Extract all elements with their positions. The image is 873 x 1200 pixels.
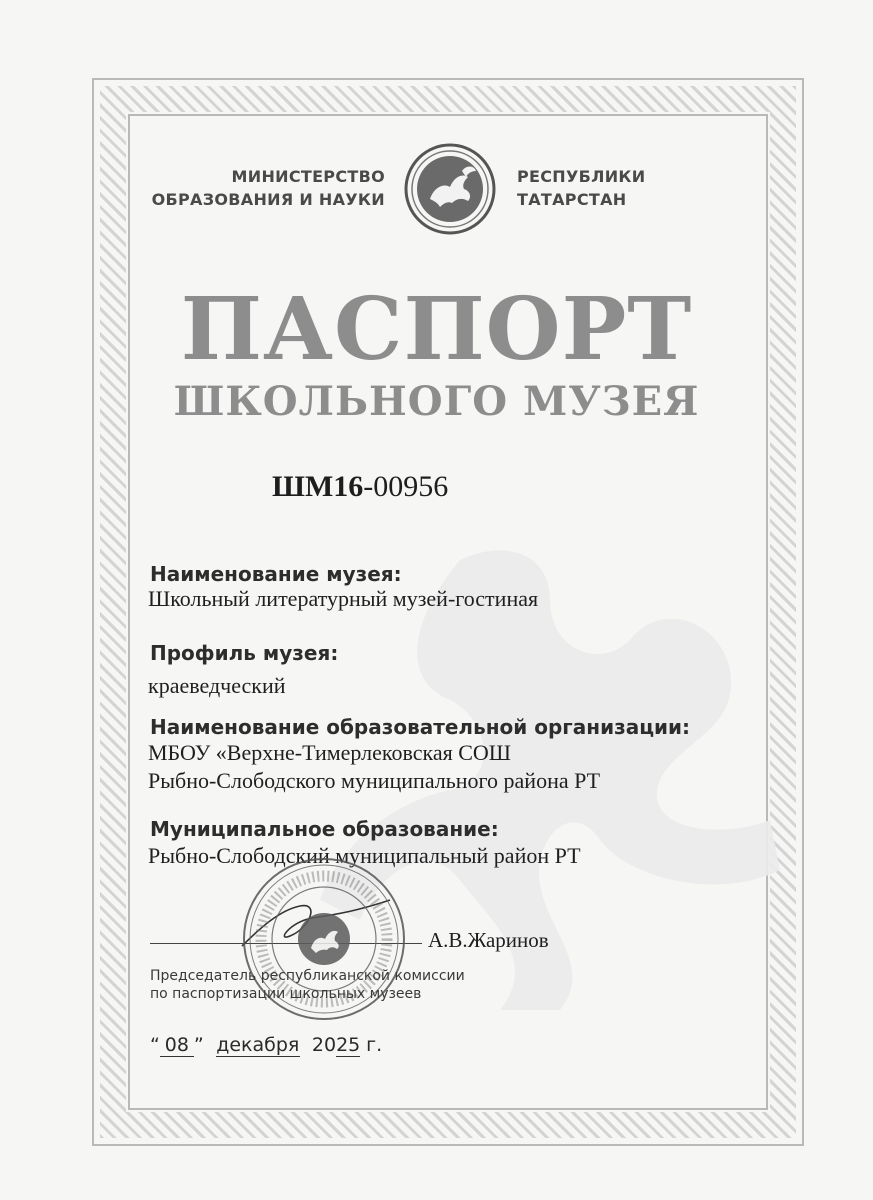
municipality-value: Рыбно-Слободский муниципальный район РТ: [148, 843, 581, 868]
date-suffix: г.: [366, 1034, 383, 1056]
ministry-title-left: [150, 165, 385, 211]
document-title: ПАСПОРТ: [180, 279, 693, 380]
signer-role: [150, 967, 550, 1003]
museum-name-value: Школьный литературный музей-гостиная: [148, 586, 539, 611]
republic-line-1: РЕСПУБЛИКИ: [517, 167, 646, 186]
date-year-prefix: 20: [311, 1034, 337, 1056]
ministry-line-2: ОБРАЗОВАНИЯ И НАУКИ: [151, 190, 385, 209]
signer-role-line-2: по паспортизации школьных музеев: [150, 986, 422, 1002]
date-month: декабря: [216, 1034, 300, 1056]
signer-name: А.В.Жаринов: [428, 928, 549, 952]
ministry-line-1: МИНИСТЕРСТВО: [231, 167, 385, 186]
issue-date: “ 08 ” декабря 2025 г.: [150, 1034, 383, 1056]
signer-role-line-1: Председатель республиканской комиссии: [150, 968, 465, 984]
organization-value-line-2: Рыбно-Слободского муниципального района РТ: [148, 768, 601, 793]
museum-profile-label: Профиль музея:: [150, 641, 339, 665]
date-day: 08: [160, 1034, 194, 1057]
organization-value-line-1: МБОУ «Верхне-Тимерлековская СОШ: [148, 740, 511, 765]
organization-label: Наименование образовательной организации:: [150, 715, 691, 739]
municipality-label: Муниципальное образование:: [150, 817, 499, 841]
republic-line-2: ТАТАРСТАН: [517, 190, 627, 209]
museum-name-label: Наименование музея:: [150, 562, 402, 586]
passport-code-prefix: ШМ16: [272, 470, 364, 503]
passport-code-number: -00956: [363, 470, 449, 503]
museum-profile-value: краеведческий: [148, 673, 286, 698]
document-subtitle: ШКОЛЬНОГО МУЗЕЯ: [173, 378, 700, 425]
tatarstan-emblem-icon: [404, 143, 496, 235]
passport-code: [272, 470, 448, 504]
date-year-suffix: 25: [336, 1034, 361, 1056]
republic-title-right: [517, 165, 717, 211]
